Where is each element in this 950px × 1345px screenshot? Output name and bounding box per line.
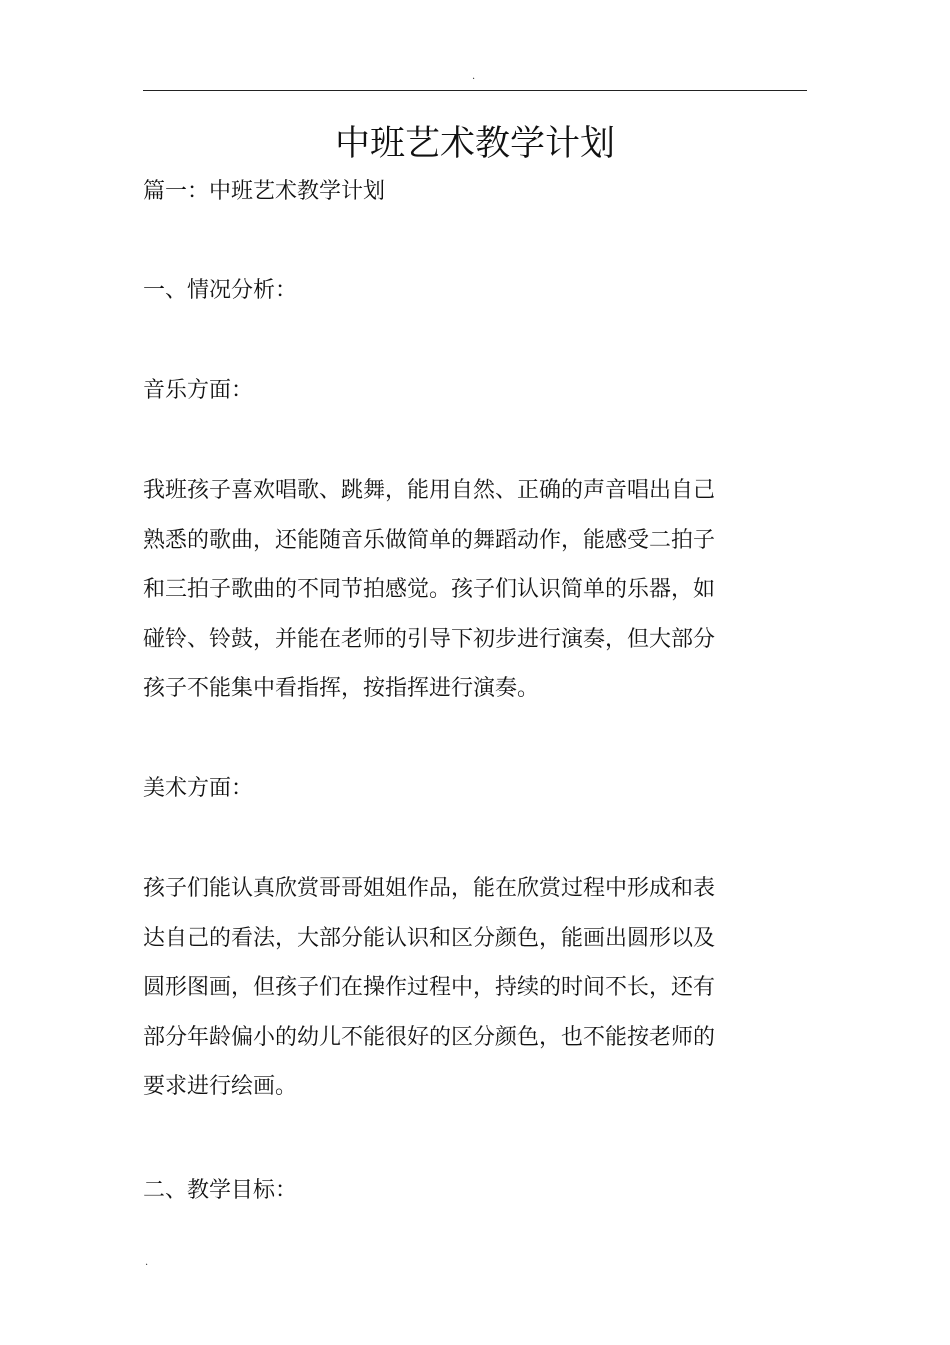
art-paragraph bbox=[143, 864, 743, 1112]
music-paragraph bbox=[143, 466, 743, 714]
header-rule bbox=[143, 90, 807, 91]
paragraph-line: 和三拍子歌曲的不同节拍感觉。孩子们认识简单的乐器，如 bbox=[143, 577, 716, 603]
paragraph-line: 我班孩子喜欢唱歌、跳舞，能用自然、正确的声音唱出自己 bbox=[143, 478, 716, 503]
goals-heading: 二、教学目标： bbox=[143, 1178, 298, 1203]
paragraph-line: 要求进行绘画。 bbox=[143, 1074, 298, 1100]
paragraph-line: 碰铃、铃鼓，并能在老师的引导下初步进行演奏，但大部分 bbox=[143, 626, 716, 652]
paragraph-line: 孩子们能认真欣赏哥哥姐姐作品，能在欣赏过程中形成和表 bbox=[143, 876, 716, 901]
paragraph-line: 圆形图画，但孩子们在操作过程中，持续的时间不长，还有 bbox=[143, 975, 716, 1001]
music-heading: 音乐方面： bbox=[143, 378, 254, 403]
paragraph-line: 部分年龄偏小的幼儿不能很好的区分颜色，也不能按老师的 bbox=[143, 1024, 716, 1050]
paragraph-line: 熟悉的歌曲，还能随音乐做简单的舞蹈动作，能感受二拍子 bbox=[143, 527, 716, 553]
analysis-heading: 一、情况分析： bbox=[143, 278, 298, 303]
page-title: 中班艺术教学计划 bbox=[334, 124, 615, 164]
art-heading: 美术方面： bbox=[143, 776, 254, 801]
subtitle: 篇一：中班艺术教学计划 bbox=[143, 179, 386, 204]
header-mark: . bbox=[472, 71, 476, 82]
footer-mark: . bbox=[145, 1257, 149, 1268]
paragraph-line: 孩子不能集中看指挥，按指挥进行演奏。 bbox=[143, 676, 540, 702]
paragraph-line: 达自己的看法，大部分能认识和区分颜色，能画出圆形以及 bbox=[143, 925, 716, 951]
